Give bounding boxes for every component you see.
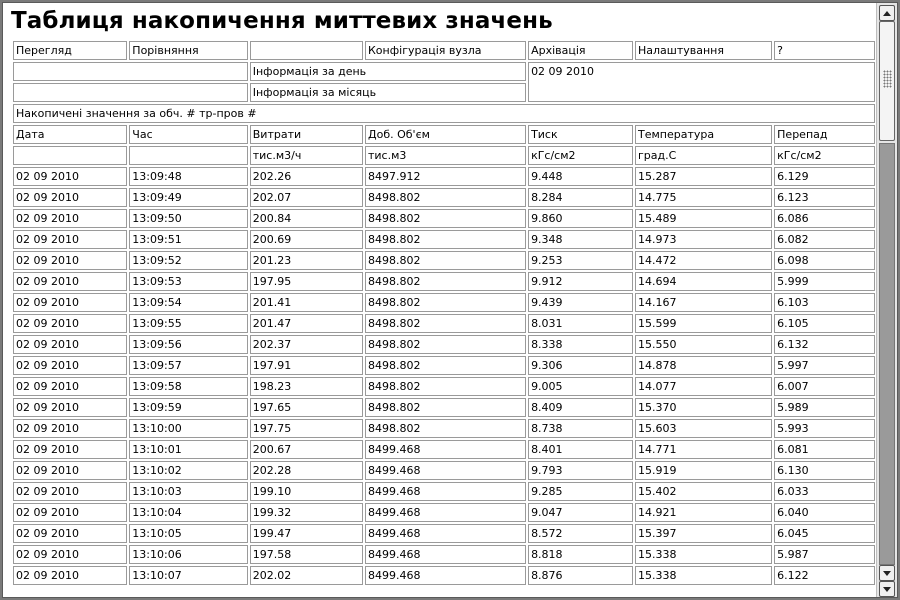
cell-temperature: 14.077 (635, 377, 772, 396)
cell-date: 02 09 2010 (13, 209, 127, 228)
cell-flow: 201.41 (250, 293, 363, 312)
cell-date: 02 09 2010 (13, 545, 127, 564)
cell-time: 13:09:54 (129, 293, 247, 312)
table-row (13, 293, 875, 312)
cell-temperature: 14.921 (635, 503, 772, 522)
cell-pressure: 9.439 (528, 293, 633, 312)
cell-temperature: 14.472 (635, 251, 772, 270)
cell-date: 02 09 2010 (13, 272, 127, 291)
cell-daily-volume: 8498.802 (365, 230, 526, 249)
col-header-daily-volume: Доб. Об'єм (365, 125, 526, 144)
cell-flow: 200.67 (250, 440, 363, 459)
cell-time: 13:09:57 (129, 356, 247, 375)
table-row (13, 251, 875, 270)
cell-pressure: 9.047 (528, 503, 633, 522)
col-header-date: Дата (13, 125, 127, 144)
nav-archive[interactable]: Архівація (528, 41, 633, 60)
cell-daily-volume: 8499.468 (365, 482, 526, 501)
cell-date: 02 09 2010 (13, 377, 127, 396)
cell-pressure: 9.306 (528, 356, 633, 375)
cell-time: 13:09:53 (129, 272, 247, 291)
col-header-time: Час (129, 125, 247, 144)
cell-daily-volume: 8499.468 (365, 545, 526, 564)
cell-drop: 6.007 (774, 377, 875, 396)
table-row (13, 545, 875, 564)
cell-flow: 197.65 (250, 398, 363, 417)
cell-daily-volume: 8499.468 (365, 524, 526, 543)
cell-date: 02 09 2010 (13, 188, 127, 207)
nav-compare[interactable]: Порівняння (129, 41, 247, 60)
cell-daily-volume: 8498.802 (365, 335, 526, 354)
cell-daily-volume: 8498.802 (365, 272, 526, 291)
cell-daily-volume: 8498.802 (365, 293, 526, 312)
cell-pressure: 9.285 (528, 482, 633, 501)
cell-temperature: 15.338 (635, 566, 772, 585)
cell-flow: 202.07 (250, 188, 363, 207)
nav-help[interactable]: ? (774, 41, 875, 60)
vertical-scrollbar[interactable] (876, 3, 897, 597)
cell-flow: 202.02 (250, 566, 363, 585)
cell-pressure: 8.401 (528, 440, 633, 459)
cell-date: 02 09 2010 (13, 335, 127, 354)
cell-flow: 198.23 (250, 377, 363, 396)
cell-date: 02 09 2010 (13, 566, 127, 585)
values-table (11, 39, 875, 587)
cell-drop: 6.103 (774, 293, 875, 312)
cell-drop: 5.997 (774, 356, 875, 375)
scrollbar-track[interactable] (879, 143, 895, 565)
nav-day-info[interactable]: Інформація за день (250, 62, 526, 81)
cell-drop: 5.993 (774, 419, 875, 438)
cell-daily-volume: 8498.802 (365, 314, 526, 333)
cell-drop: 6.082 (774, 230, 875, 249)
arrow-down-icon (883, 571, 891, 576)
unit-temperature: град.С (635, 146, 772, 165)
cell-flow: 199.32 (250, 503, 363, 522)
cell-flow: 199.10 (250, 482, 363, 501)
cell-date: 02 09 2010 (13, 398, 127, 417)
table-row (13, 314, 875, 333)
cell-pressure: 8.818 (528, 545, 633, 564)
cell-time: 13:10:07 (129, 566, 247, 585)
cell-drop: 6.105 (774, 314, 875, 333)
table-row (13, 377, 875, 396)
cell-date: 02 09 2010 (13, 314, 127, 333)
unit-pressure: кГс/см2 (528, 146, 633, 165)
cell-time: 13:09:48 (129, 167, 247, 186)
table-row (13, 356, 875, 375)
table-row (13, 482, 875, 501)
cell-temperature: 14.167 (635, 293, 772, 312)
cell-pressure: 9.348 (528, 230, 633, 249)
cell-time: 13:10:02 (129, 461, 247, 480)
cell-date: 02 09 2010 (13, 461, 127, 480)
cell-temperature: 15.402 (635, 482, 772, 501)
table-row (13, 566, 875, 585)
cell-daily-volume: 8499.468 (365, 503, 526, 522)
cell-pressure: 8.031 (528, 314, 633, 333)
cell-daily-volume: 8498.802 (365, 251, 526, 270)
nav-empty-cell (250, 41, 363, 60)
cell-date: 02 09 2010 (13, 440, 127, 459)
table-row (13, 209, 875, 228)
table-row (13, 503, 875, 522)
unit-empty-cell (13, 146, 127, 165)
page-content (3, 3, 875, 597)
cell-drop: 6.033 (774, 482, 875, 501)
cell-daily-volume: 8498.802 (365, 398, 526, 417)
cell-drop: 6.045 (774, 524, 875, 543)
cell-flow: 202.26 (250, 167, 363, 186)
table-row (13, 230, 875, 249)
cell-temperature: 14.973 (635, 230, 772, 249)
scrollbar-thumb[interactable] (879, 21, 895, 141)
cell-time: 13:09:51 (129, 230, 247, 249)
table-row (13, 419, 875, 438)
cell-flow: 197.75 (250, 419, 363, 438)
cell-drop: 6.081 (774, 440, 875, 459)
header-row (13, 125, 875, 144)
table-row (13, 398, 875, 417)
cell-drop: 6.123 (774, 188, 875, 207)
cell-drop: 5.999 (774, 272, 875, 291)
cell-temperature: 14.878 (635, 356, 772, 375)
scroll-up-button[interactable] (879, 5, 895, 21)
scroll-down-button[interactable] (879, 565, 895, 581)
cell-time: 13:09:49 (129, 188, 247, 207)
cell-flow: 200.84 (250, 209, 363, 228)
cell-time: 13:10:00 (129, 419, 247, 438)
cell-temperature: 14.775 (635, 188, 772, 207)
cell-date: 02 09 2010 (13, 482, 127, 501)
cell-date: 02 09 2010 (13, 524, 127, 543)
unit-daily-volume: тис.м3 (365, 146, 526, 165)
cell-time: 13:09:52 (129, 251, 247, 270)
page-title: Таблиця накопичення миттевих значень (11, 8, 553, 34)
cell-temperature: 15.599 (635, 314, 772, 333)
cell-flow: 199.47 (250, 524, 363, 543)
date-display: 02 09 2010 (528, 62, 875, 102)
col-header-pressure: Тиск (528, 125, 633, 144)
cell-pressure: 8.284 (528, 188, 633, 207)
cell-pressure: 9.912 (528, 272, 633, 291)
cell-flow: 197.58 (250, 545, 363, 564)
nav-settings[interactable]: Налаштування (635, 41, 772, 60)
cell-date: 02 09 2010 (13, 419, 127, 438)
cell-pressure: 9.448 (528, 167, 633, 186)
table-row (13, 335, 875, 354)
cell-daily-volume: 8498.802 (365, 188, 526, 207)
cell-drop: 6.086 (774, 209, 875, 228)
cell-pressure: 8.738 (528, 419, 633, 438)
cell-drop: 6.130 (774, 461, 875, 480)
info-empty-cell (13, 83, 248, 102)
arrow-down-icon (883, 587, 891, 592)
cell-temperature: 14.771 (635, 440, 772, 459)
nav-month-info[interactable]: Інформація за місяць (250, 83, 526, 102)
cell-daily-volume: 8498.802 (365, 377, 526, 396)
table-row (13, 524, 875, 543)
section-row (13, 104, 875, 123)
cell-time: 13:09:56 (129, 335, 247, 354)
cell-time: 13:10:05 (129, 524, 247, 543)
info-row-day (13, 62, 875, 81)
cell-time: 13:09:59 (129, 398, 247, 417)
cell-time: 13:10:01 (129, 440, 247, 459)
scroll-end-button[interactable] (879, 581, 895, 597)
cell-time: 13:10:03 (129, 482, 247, 501)
cell-drop: 6.132 (774, 335, 875, 354)
cell-daily-volume: 8499.468 (365, 440, 526, 459)
cell-date: 02 09 2010 (13, 230, 127, 249)
cell-drop: 5.989 (774, 398, 875, 417)
grip-icon (883, 70, 892, 88)
section-label: Накопичені значення за обч. # тр-пров # (13, 104, 875, 123)
table-row (13, 272, 875, 291)
cell-daily-volume: 8498.802 (365, 356, 526, 375)
cell-daily-volume: 8499.468 (365, 461, 526, 480)
cell-daily-volume: 8498.802 (365, 419, 526, 438)
cell-date: 02 09 2010 (13, 293, 127, 312)
cell-date: 02 09 2010 (13, 167, 127, 186)
col-header-flow: Витрати (250, 125, 363, 144)
col-header-drop: Перепад (774, 125, 875, 144)
info-empty-cell (13, 62, 248, 81)
cell-drop: 6.040 (774, 503, 875, 522)
cell-temperature: 15.489 (635, 209, 772, 228)
cell-time: 13:09:55 (129, 314, 247, 333)
cell-temperature: 15.338 (635, 545, 772, 564)
cell-flow: 201.23 (250, 251, 363, 270)
cell-time: 13:10:06 (129, 545, 247, 564)
cell-date: 02 09 2010 (13, 356, 127, 375)
cell-daily-volume: 8499.468 (365, 566, 526, 585)
cell-daily-volume: 8498.802 (365, 209, 526, 228)
cell-pressure: 8.409 (528, 398, 633, 417)
cell-daily-volume: 8497.912 (365, 167, 526, 186)
table-row (13, 440, 875, 459)
table-row (13, 461, 875, 480)
cell-temperature: 15.287 (635, 167, 772, 186)
col-header-temperature: Температура (635, 125, 772, 144)
cell-temperature: 15.919 (635, 461, 772, 480)
nav-row (13, 41, 875, 60)
cell-drop: 6.129 (774, 167, 875, 186)
cell-flow: 200.69 (250, 230, 363, 249)
cell-flow: 202.28 (250, 461, 363, 480)
cell-flow: 197.95 (250, 272, 363, 291)
cell-drop: 6.122 (774, 566, 875, 585)
cell-time: 13:09:50 (129, 209, 247, 228)
cell-drop: 5.987 (774, 545, 875, 564)
cell-date: 02 09 2010 (13, 503, 127, 522)
cell-temperature: 15.397 (635, 524, 772, 543)
arrow-up-icon (883, 11, 891, 16)
cell-pressure: 9.860 (528, 209, 633, 228)
unit-empty-cell (129, 146, 247, 165)
table-row (13, 188, 875, 207)
nav-view[interactable]: Перегляд (13, 41, 127, 60)
cell-pressure: 9.005 (528, 377, 633, 396)
table-row (13, 167, 875, 186)
cell-pressure: 8.572 (528, 524, 633, 543)
nav-node-config[interactable]: Конфігурація вузла (365, 41, 526, 60)
cell-flow: 202.37 (250, 335, 363, 354)
cell-pressure: 9.793 (528, 461, 633, 480)
unit-drop: кГс/см2 (774, 146, 875, 165)
cell-time: 13:10:04 (129, 503, 247, 522)
cell-temperature: 14.694 (635, 272, 772, 291)
cell-temperature: 15.370 (635, 398, 772, 417)
cell-pressure: 8.338 (528, 335, 633, 354)
unit-flow: тис.м3/ч (250, 146, 363, 165)
cell-flow: 201.47 (250, 314, 363, 333)
cell-temperature: 15.550 (635, 335, 772, 354)
cell-pressure: 9.253 (528, 251, 633, 270)
browser-window (2, 2, 898, 598)
cell-drop: 6.098 (774, 251, 875, 270)
cell-temperature: 15.603 (635, 419, 772, 438)
cell-date: 02 09 2010 (13, 251, 127, 270)
cell-time: 13:09:58 (129, 377, 247, 396)
units-row (13, 146, 875, 165)
cell-pressure: 8.876 (528, 566, 633, 585)
cell-flow: 197.91 (250, 356, 363, 375)
